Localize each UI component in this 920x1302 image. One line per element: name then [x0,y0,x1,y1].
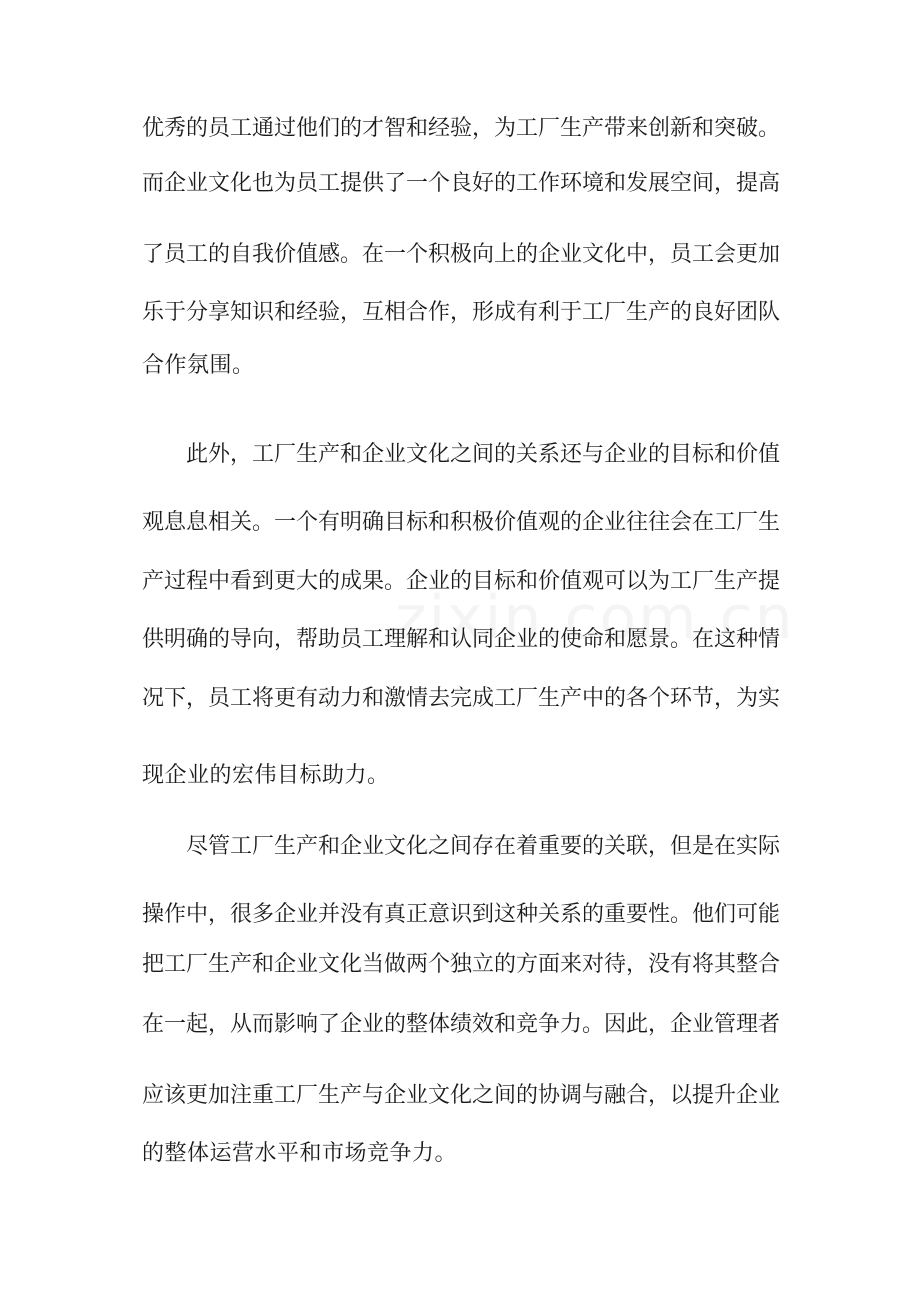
text-line: 优秀的员工通过他们的才智和经验，为工厂生产带来创新和突破。 [142,116,781,141]
text-line: 况下，员工将更有动力和激情去完成工厂生产中的各个环节，为实 [142,686,781,711]
text-line: 操作中，很多企业并没有真正意识到这种关系的重要性。他们可能 [142,902,781,927]
text-line: 了员工的自我价值感。在一个积极向上的企业文化中，员工会更加 [142,242,781,267]
text-line: 尽管工厂生产和企业文化之间存在着重要的关联，但是在实际 [186,834,781,859]
text-line: 的整体运营水平和市场竞争力。 [142,1141,458,1166]
text-line: 而企业文化也为员工提供了一个良好的工作环境和发展空间，提高 [142,171,781,196]
text-line: 把工厂生产和企业文化当做两个独立的方面来对待，没有将其整合 [142,952,781,977]
text-line: 产过程中看到更大的成果。企业的目标和价值观可以为工厂生产提 [142,569,781,594]
text-line: 应该更加注重工厂生产与企业文化之间的协调与融合，以提升企业 [142,1083,781,1108]
text-line: 合作氛围。 [142,353,255,378]
text-line: 此外，工厂生产和企业文化之间的关系还与企业的目标和价值 [186,442,781,467]
text-line: 供明确的导向，帮助员工理解和认同企业的使命和愿景。在这种情 [142,627,781,652]
text-line: 观息息相关。一个有明确目标和积极价值观的企业往往会在工厂生 [142,510,781,535]
text-line: 现企业的宏伟目标助力。 [142,763,390,788]
text-line: 乐于分享知识和经验，互相合作，形成有利于工厂生产的良好团队 [142,300,781,325]
text-line: 在一起，从而影响了企业的整体绩效和竞争力。因此，企业管理者 [142,1012,781,1037]
